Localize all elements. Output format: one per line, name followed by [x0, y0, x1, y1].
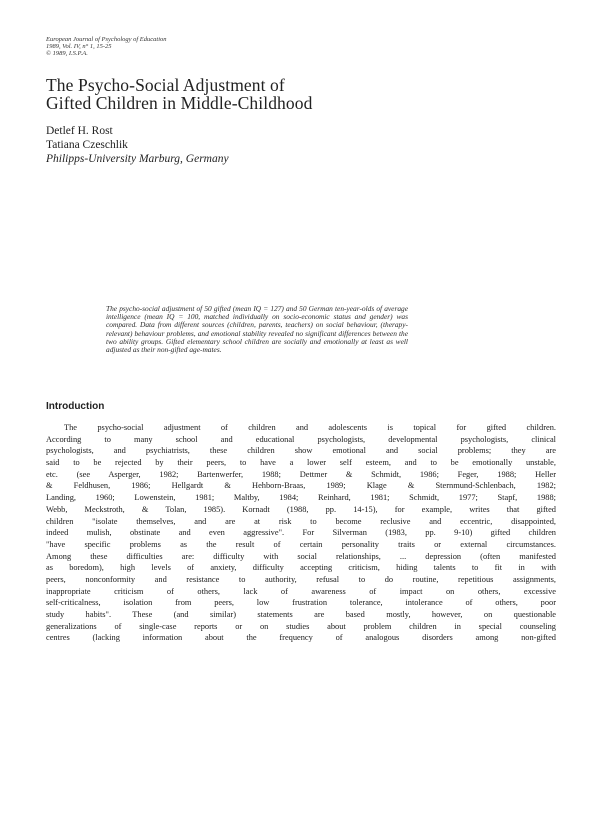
- abstract: The psycho-social adjustment of 50 gifted (mean IQ = 127) and 50 German ten-year-olds of average intelligence (mean IQ = 100, matched individually on socio-economic status and gender) was compared. Data from different sources (children, parents, teachers) on social behaviour, (therapy-relevant) behaviour problems, and emotional stability revealed no significant differences between the two ability groups. Gifted elementary school children are socially and emotionally at least as well adjusted as their non-gifted age-mates.: [106, 304, 408, 355]
- body-line: said to be rejected by their peers, to have a lower self esteem, and to be emotionally unstable,: [46, 458, 556, 468]
- journal-copyright: © 1989, I.S.P.A.: [46, 50, 88, 58]
- body-line: generalizations of single-case reports or on studies about problem children in special counseling: [46, 621, 556, 631]
- body-line: "have specific problems as the result of certain personality traits or external circumstances.: [46, 539, 556, 549]
- body-line: indeed mulish, obstinate and even aggressive". For Silverman (1983, pp. 9-10) gifted children: [46, 528, 556, 538]
- body-line: According to many school and educational psychologists, developmental psychologists, clinical: [46, 434, 556, 444]
- author-name: Detlef H. Rost: [46, 125, 113, 137]
- paper-title: [46, 76, 312, 112]
- body-line: self-criticalness, isolation from peers, low frustration tolerance, intolerance of others, poor: [46, 598, 556, 608]
- body-line: etc. (see Asperger, 1982; Bartenwerfer, 1988; Dettmer & Schmidt, 1986; Feger, 1988; Heller: [46, 469, 556, 479]
- section-body: [46, 422, 556, 644]
- journal-volume: 1989, Vol. IV, n° 1, 15-25: [46, 43, 112, 51]
- body-line: peers, nonconformity and resistance to authority, refusal to do routine, repetitious assignments,: [46, 574, 556, 584]
- author-block: [46, 124, 229, 166]
- body-line: Webb, Meckstroth, & Tolan, 1985). Kornadt (1988, pp. 14-15), for example, writes that gifted: [46, 504, 556, 514]
- author-name: Tatiana Czeschlik: [46, 139, 128, 151]
- body-line: children "isolate themselves, and are at risk to become reclusive and eccentric, disappointed,: [46, 516, 556, 526]
- body-line: inappropriate criticism of others, lack of awareness of impact on others, excessive: [46, 586, 556, 596]
- body-line: psychologists, and psychiatrists, these children show emotional and social problems; they are: [46, 446, 556, 456]
- body-line: as boredom), high levels of anxiety, difficulty accepting criticism, hiding talents to fit in with: [46, 563, 556, 573]
- section-heading: Introduction: [46, 401, 105, 412]
- body-line: Among these difficulties are: difficulty with social relationships, ... depression (often manifested: [46, 551, 556, 561]
- author-affiliation: Philipps-University Marburg, Germany: [46, 153, 229, 165]
- body-line: Landing, 1960; Lowenstein, 1981; Maltby, 1984; Reinhard, 1981; Schmidt, 1977; Stapf, 1988;: [46, 493, 556, 503]
- body-line: centres (lacking information about the frequency of analogous disorders among non-gifted: [46, 633, 556, 643]
- title-line: The Psycho-Social Adjustment of: [46, 75, 285, 95]
- title-line: Gifted Children in Middle-Childhood: [46, 93, 313, 113]
- body-line: & Feldhusen, 1986; Hellgardt & Hehborn-Braas, 1989; Klage & Sternmund-Schlenbach, 1982;: [46, 481, 556, 491]
- body-line: The psycho-social adjustment of children and adolescents is topical for gifted children.: [64, 423, 556, 432]
- body-line: study habits". These (and similar) statements are based mostly, however, on questionable: [46, 610, 556, 619]
- journal-header: [46, 36, 167, 58]
- journal-name: European Journal of Psychology of Education: [46, 36, 167, 43]
